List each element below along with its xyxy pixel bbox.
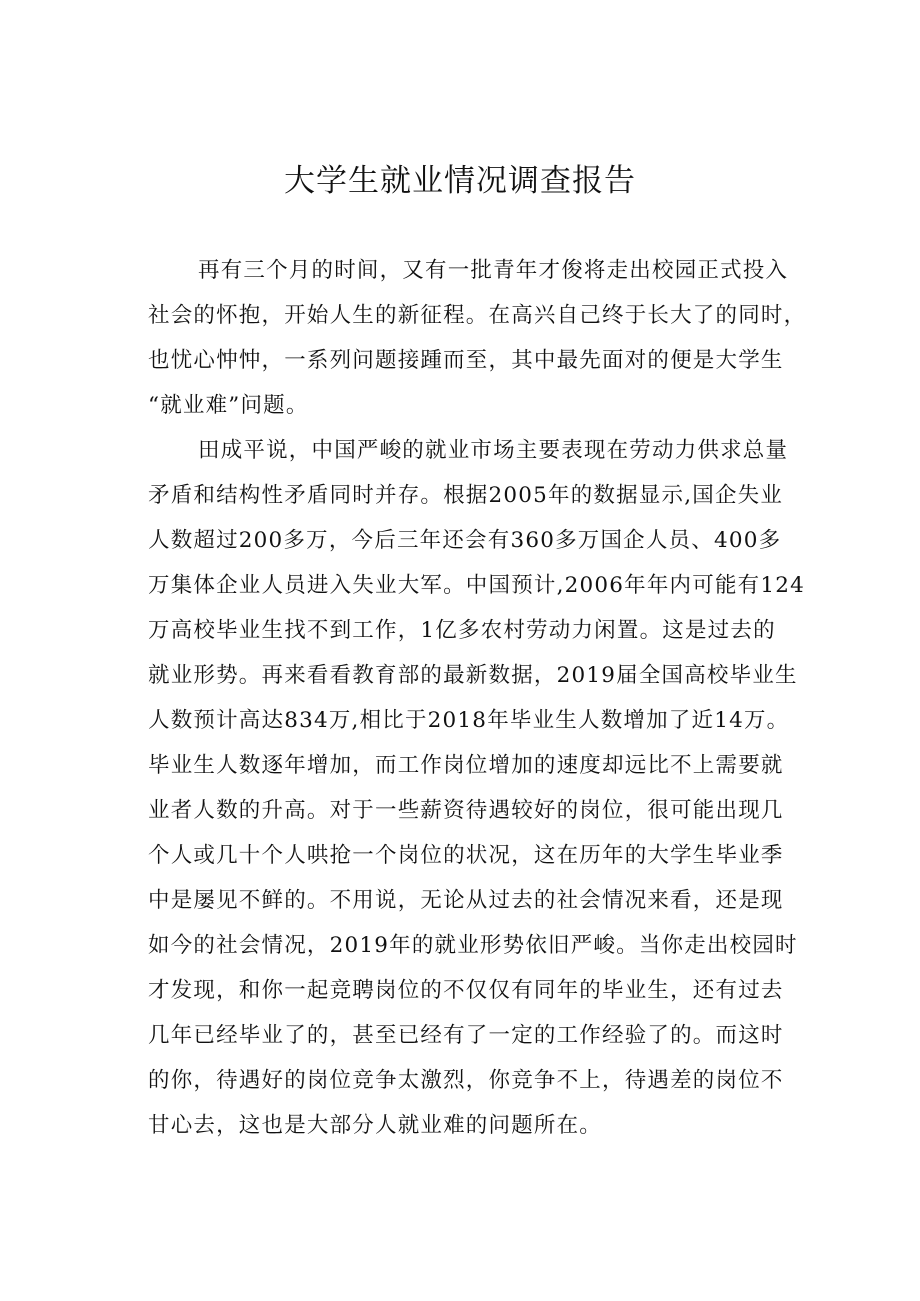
text-line: 甘心去，这也是大部分人就业难的问题所在。 [148,1113,603,1138]
text-line: 的你，待遇好的岗位竞争太激烈，你竞争不上，待遇差的岗位不 [148,1068,784,1093]
text-line: “就业难”问题。 [148,393,309,418]
text-line: 人数预计高达834万,相比于2018年毕业生人数增加了近14万。 [148,708,790,733]
paragraph-2 [148,428,816,1148]
text-line: 矛盾和结构性矛盾同时并存。根据2005年的数据显示,国企失业 [148,483,784,508]
paragraph-1 [148,248,816,428]
text-line: 几年已经毕业了的，甚至已经有了一定的工作经验了的。而这时 [148,1023,784,1048]
text-line: 如今的社会情况，2019年的就业形势依旧严峻。当你走出校园时 [148,933,798,958]
text-line: 毕业生人数逐年增加，而工作岗位增加的速度却远比不上需要就 [148,753,784,778]
text-line: 才发现，和你一起竞聘岗位的不仅仅有同年的毕业生，还有过去 [148,978,784,1003]
document-title: 大学生就业情况调查报告 [284,163,636,199]
text-line: 万高校毕业生找不到工作，1亿多农村劳动力闲置。这是过去的 [148,618,776,643]
text-line: 万集体企业人员进入失业大军。中国预计,2006年年内可能有124 [148,573,805,598]
text-line: 业者人数的升高。对于一些薪资待遇较好的岗位，很可能出现几 [148,798,784,823]
text-line: 中是屡见不鲜的。不用说，无论从过去的社会情况来看，还是现 [148,888,784,913]
text-line: 就业形势。再来看看教育部的最新数据，2019届全国高校毕业生 [148,663,798,688]
text-line: 个人或几十个人哄抢一个岗位的状况，这在历年的大学生毕业季 [148,843,784,868]
text-line: 社会的怀抱，开始人生的新征程。在高兴自己终于长大了的同时， [148,303,807,328]
text-line: 也忧心忡忡，一系列问题接踵而至，其中最先面对的便是大学生 [148,348,784,373]
document-body [148,248,816,1148]
text-line: 人数超过200多万，今后三年还会有360多万国企人员、400多 [148,528,782,553]
text-line: 再有三个月的时间，又有一批青年才俊将走出校园正式投入 [198,258,789,283]
text-line: 田成平说，中国严峻的就业市场主要表现在劳动力供求总量 [198,438,789,463]
